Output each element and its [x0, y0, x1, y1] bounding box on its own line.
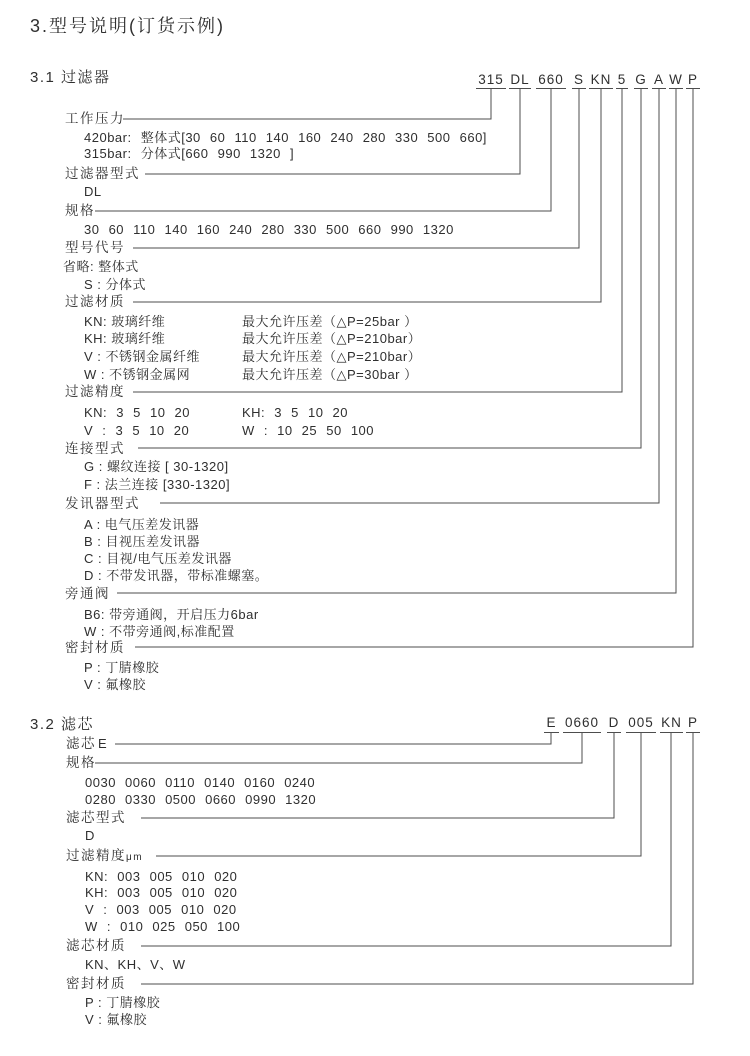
working-pressure-label: 工作压力: [65, 111, 125, 126]
element-accuracy-v-row: V : 003 005 010 020: [85, 902, 237, 917]
element-accuracy-text: 过滤精度: [66, 848, 126, 863]
section-32-heading: 3.2 滤芯: [30, 716, 95, 733]
bypass-valve-label: 旁通阀: [65, 586, 110, 601]
element-seal-v-row: V : 氟橡胶: [85, 1012, 148, 1027]
element-accuracy-kn-row: KN: 003 005 010 020: [85, 869, 238, 884]
model-code-segment-type: DL: [510, 72, 530, 87]
indicator-a-row: A : 电气压差发讯器: [84, 517, 200, 532]
element-seal-p-row: P : 丁腈橡胶: [85, 995, 161, 1010]
element-type-value: D: [85, 828, 95, 843]
accuracy-kn-row: KN: 3 5 10 20: [84, 405, 190, 420]
element-spec-row-1: 0030 0060 0110 0140 0160 0240: [85, 775, 316, 790]
seal-v-row: V : 氟橡胶: [84, 677, 147, 692]
model-code-omit-row: 省略: 整体式: [63, 259, 139, 274]
connection-type-label: 连接型式: [65, 441, 125, 456]
element-label: 滤芯: [66, 736, 96, 751]
seal-p-row: P : 丁腈橡胶: [84, 660, 160, 675]
filter-type-value: DL: [84, 184, 102, 199]
micron-unit: μm: [126, 852, 144, 863]
element-accuracy-label: [66, 848, 143, 866]
element-accuracy-w-row: W : 010 025 050 100: [85, 919, 241, 934]
media-kn-dp: 最大允许压差（△P=25bar ）: [242, 314, 418, 329]
media-kh-dp: 最大允许压差（△P=210bar）: [242, 331, 422, 346]
indicator-type-label: 发讯器型式: [65, 496, 140, 511]
indicator-d-row: D : 不带发讯器，带标准螺塞。: [84, 568, 269, 583]
element-material-values: KN、KH、V、W: [85, 957, 186, 972]
element-spec-label: 规格: [66, 755, 96, 770]
media-v-dp: 最大允许压差（△P=210bar）: [242, 349, 422, 364]
indicator-c-row: C : 目视/电气压差发讯器: [84, 551, 232, 566]
media-v-row: V : 不锈钢金属纤维: [84, 349, 201, 364]
element-code-segment-media: KN: [660, 715, 683, 733]
bypass-w-row: W : 不带旁通阀,标准配置: [84, 624, 235, 639]
filtration-accuracy-label: 过滤精度: [65, 384, 125, 399]
seal-material-label: 密封材质: [65, 640, 125, 655]
filter-type-label: 过滤器型式: [65, 166, 140, 181]
accuracy-v-row: V : 3 5 10 20: [84, 423, 190, 438]
spec-values-row: 30 60 110 140 160 240 280 330 500 660 990 1320: [84, 222, 454, 237]
element-seal-label: 密封材质: [66, 976, 126, 991]
element-material-label: 滤芯材质: [66, 938, 126, 953]
model-code-segment-pressure: 315: [476, 72, 506, 89]
leader-line: [115, 732, 551, 744]
leader-line: [95, 732, 582, 763]
model-code-segment-seal: P: [687, 72, 698, 87]
model-code-segment-variant: S: [573, 72, 584, 87]
element-code-segment-e: E: [544, 715, 559, 733]
element-code-segment-seal: P: [686, 715, 700, 733]
element-accuracy-kh-row: KH: 003 005 010 020: [85, 885, 238, 900]
model-code-label: 型号代号: [65, 240, 125, 255]
filter-media-label: 过滤材质: [65, 294, 125, 309]
working-pressure-420bar-row: 420bar: 整体式[30 60 110 140 160 240 280 330 500 660]: [84, 130, 487, 145]
model-code-s-row: S : 分体式: [84, 277, 147, 292]
element-code-letter: E: [98, 736, 108, 751]
doc-title: 3.型号说明(订货示例): [30, 16, 225, 36]
connection-g-row: G : 螺纹连接 [ 30-1320]: [84, 459, 229, 474]
element-type-label: 滤芯型式: [66, 810, 126, 825]
model-code-segment-media: KN: [590, 72, 612, 87]
bypass-b6-row: B6: 带旁通阀，开启压力6bar: [84, 607, 259, 622]
accuracy-kh-row: KH: 3 5 10 20: [242, 405, 348, 420]
working-pressure-315bar-row: 315bar: 分体式[660 990 1320 ]: [84, 146, 295, 161]
element-code-segment-type: D: [607, 715, 621, 733]
indicator-b-row: B : 目视压差发讯器: [84, 534, 201, 549]
section-31-heading: 3.1 过滤器: [30, 69, 111, 86]
media-kn-row: KN: 玻璃纤维: [84, 314, 166, 329]
leader-line: [123, 88, 491, 119]
media-w-row: W : 不锈钢金属网: [84, 367, 191, 382]
media-kh-row: KH: 玻璃纤维: [84, 331, 166, 346]
connection-f-row: F : 法兰连接 [330-1320]: [84, 477, 231, 492]
model-code-segment-indicator: A: [653, 72, 664, 87]
spec-label: 规格: [65, 203, 95, 218]
model-code-segment-bypass: W: [669, 72, 683, 87]
element-code-segment-size: 0660: [563, 715, 601, 733]
element-spec-row-2: 0280 0330 0500 0660 0990 1320: [85, 792, 317, 807]
element-code-segment-micron: 005: [626, 715, 656, 733]
model-code-segment-connection: G: [635, 72, 647, 87]
leader-line: [133, 88, 601, 302]
media-w-dp: 最大允许压差（△P=30bar ）: [242, 367, 418, 382]
accuracy-w-row: W : 10 25 50 100: [242, 423, 375, 438]
model-code-segment-size: 660: [536, 72, 566, 89]
model-code-segment-micron: 5: [617, 72, 627, 87]
